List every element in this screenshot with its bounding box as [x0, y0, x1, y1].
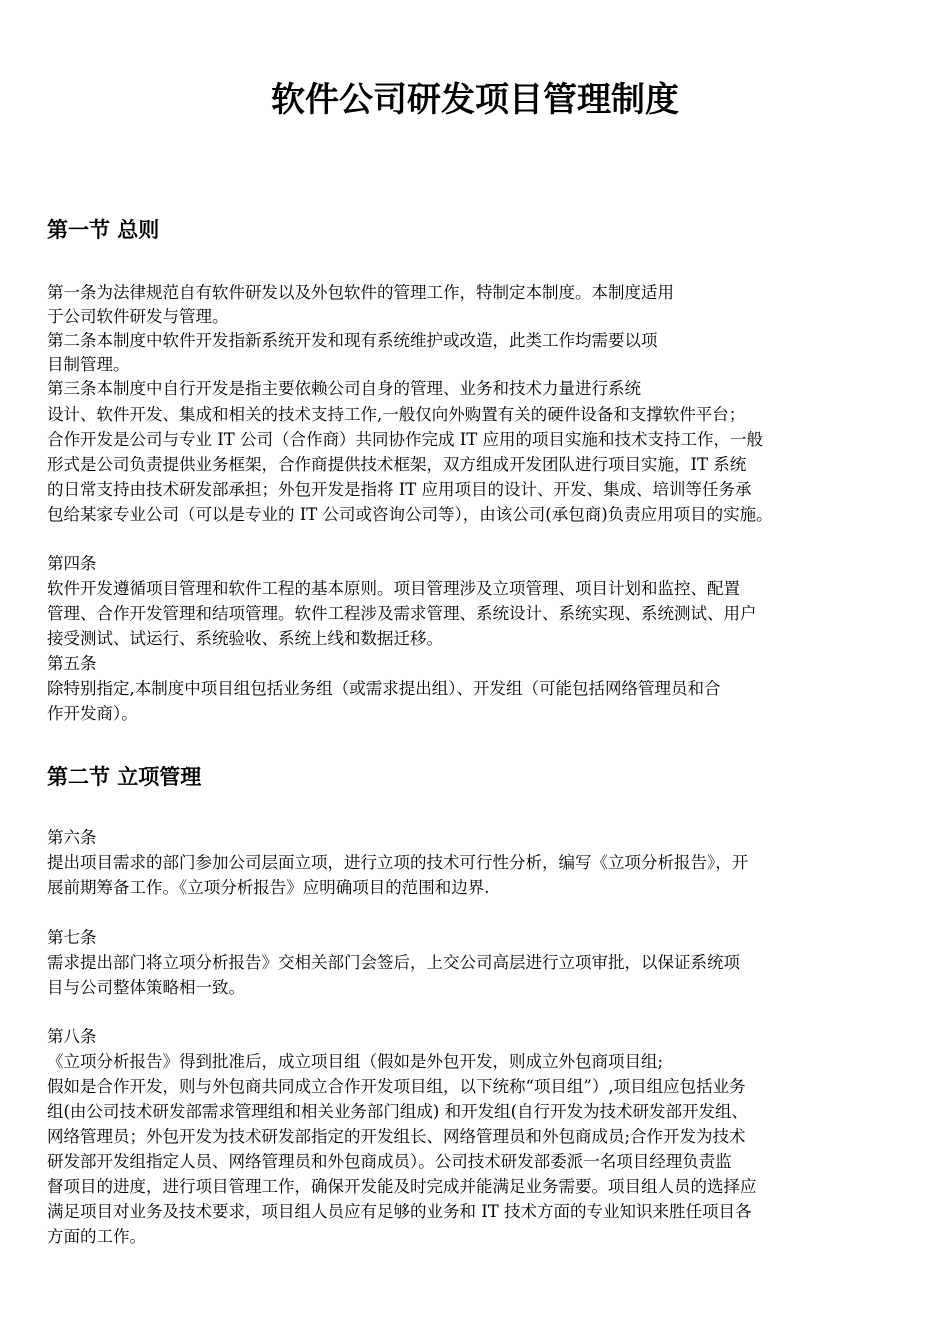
article-8-line: 研发部开发组指定人员、网络管理员和外包商成员）。公司技术研发部委派一名项目经理负责监 — [47, 1152, 732, 1171]
article-8-line: 假如是合作开发，则与外包商共同成立合作开发项目组，以下统称“项目组”）,项目组应包括业务 — [47, 1077, 746, 1096]
article-8-line: 方面的工作。 — [47, 1227, 146, 1246]
article-8-line: 网络管理员；外包开发为技术研发部指定的开发组长、网络管理员和外包商成员;合作开发为技术 — [47, 1127, 746, 1146]
article-1-line: 第一条为法律规范自有软件研发以及外包软件的管理工作，特制定本制度。本制度适用 — [47, 283, 674, 302]
article-5-line: 除特别指定,本制度中项目组包括业务组（或需求提出组）、开发组（可能包括网络管理员和合 — [47, 679, 721, 698]
article-6-heading: 第六条 — [47, 828, 97, 847]
article-5-heading: 第五条 — [47, 654, 97, 673]
article-3-line: 形式是公司负责提供业务框架，合作商提供技术框架，双方组成开发团队进行项目实施，IT 系统 — [47, 455, 747, 474]
article-2-line: 目制管理。 — [47, 355, 130, 374]
article-4-line: 软件开发遵循项目管理和软件工程的基本原则。项目管理涉及立项管理、项目计划和监控、配置 — [47, 579, 740, 598]
article-3-line: 第三条本制度中自行开发是指主要依赖公司自身的管理、业务和技术力量进行系统 — [47, 379, 641, 398]
article-8-line: 组(由公司技术研发部需求管理组和相关业务部门组成) 和开发组(自行开发为技术研发部开发组、 — [47, 1102, 749, 1121]
article-7-line: 需求提出部门将立项分析报告》交相关部门会签后，上交公司高层进行立项审批，以保证系统项 — [47, 953, 740, 972]
article-8-line: 满足项目对业务及技术要求，项目组人员应有足够的业务和 IT 技术方面的专业知识来胜任项目各 — [47, 1202, 752, 1221]
article-2-line: 第二条本制度中软件开发指新系统开发和现有系统维护或改造，此类工作均需要以项 — [47, 331, 658, 350]
article-7-heading: 第七条 — [47, 928, 97, 947]
article-6-line: 提出项目需求的部门参加公司层面立项，进行立项的技术可行性分析，编写《立项分析报告》，开 — [47, 853, 749, 872]
article-4-line: 接受测试、试运行、系统验收、系统上线和数据迁移。 — [47, 629, 443, 648]
section-heading-general: 第一节 总则 — [47, 218, 160, 242]
article-3-line: 合作开发是公司与专业 IT 公司（合作商）共同协作完成 IT 应用的项目实施和技术支持工作，一般 — [47, 430, 764, 449]
article-3-line: 包给某家专业公司（可以是专业的 IT 公司或咨询公司等），由该公司(承包商)负责应用项目的实施。 — [47, 505, 773, 524]
article-5-line: 作开发商）。 — [47, 704, 138, 723]
article-8-line: 督项目的进度，进行项目管理工作，确保开发能及时完成并能满足业务需要。项目组人员的选择应 — [47, 1177, 757, 1196]
article-3-line: 的日常支持由技术研发部承担；外包开发是指将 IT 应用项目的设计、开发、集成、培训等任务承 — [47, 480, 752, 499]
document-title: 软件公司研发项目管理制度 — [271, 80, 679, 120]
article-4-heading: 第四条 — [47, 554, 97, 573]
article-6-line: 展前期筹备工作。《立项分析报告》应明确项目的范围和边界. — [47, 878, 490, 897]
article-8-line: 《立项分析报告》得到批准后，成立项目组（假如是外包开发，则成立外包商项目组; — [47, 1052, 664, 1071]
article-7-line: 目与公司整体策略相一致。 — [47, 978, 245, 997]
article-1-line: 于公司软件研发与管理。 — [47, 307, 229, 326]
article-4-line: 管理、合作开发管理和结项管理。软件工程涉及需求管理、系统设计、系统实现、系统测试、用户 — [47, 604, 757, 623]
article-3-line: 设计、软件开发、集成和相关的技术支持工作,一般仅向外购置有关的硬件设备和支撑软件平台； — [47, 405, 746, 424]
article-8-heading: 第八条 — [47, 1027, 97, 1046]
section-heading-project-initiation: 第二节 立项管理 — [47, 765, 202, 789]
